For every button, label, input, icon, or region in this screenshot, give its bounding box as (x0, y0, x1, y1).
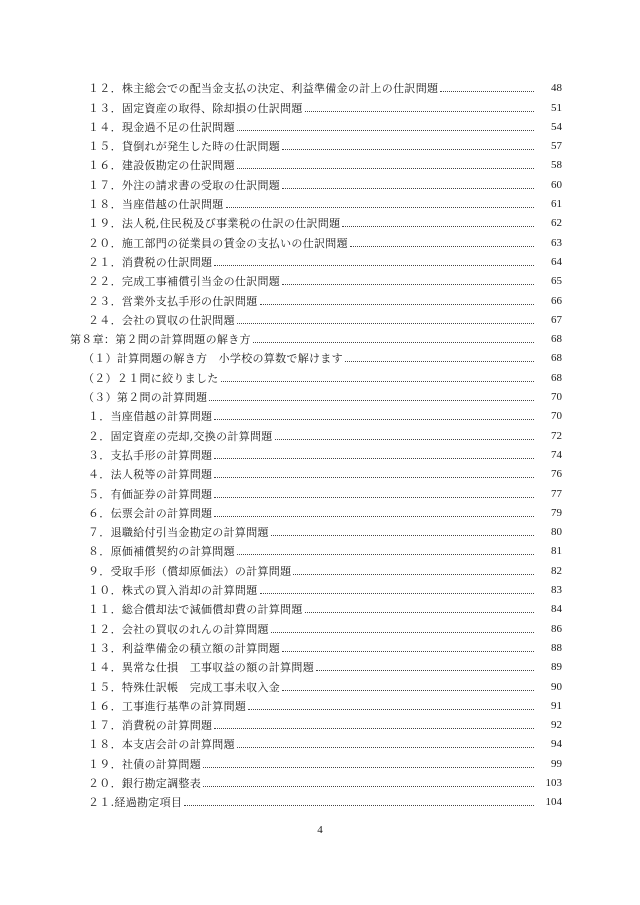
toc-entry-title: ２１.経過勘定項目 (88, 796, 183, 810)
toc-entry-title: ８．原価補償契約の計算問題 (88, 545, 235, 559)
toc-entry-page-number: 77 (551, 487, 562, 500)
dot-leader (214, 477, 534, 478)
toc-entry-title: １５．貸倒れが発生した時の仕訳問題 (88, 140, 281, 154)
toc-entry-page-number: 65 (551, 275, 562, 288)
page-number: 4 (317, 824, 323, 836)
dot-leader (214, 458, 534, 459)
toc-entry-title: １９．社債の計算問題 (88, 757, 201, 771)
dot-leader (440, 91, 534, 92)
toc-entry-title: １４．異常な仕損 工事収益の額の計算問題 (88, 661, 314, 675)
toc-entry-page-number: 67 (551, 313, 562, 326)
toc-entry-page-number: 51 (551, 101, 562, 114)
toc-entry-title: １２．株主総会での配当金支払の決定、利益準備金の計上の仕訳問題 (88, 82, 439, 96)
dot-leader (282, 149, 534, 150)
toc-entry[interactable] (0, 404, 640, 423)
dot-leader (282, 651, 534, 652)
dot-leader (214, 516, 534, 517)
dot-leader (253, 342, 534, 343)
toc-entry[interactable] (0, 346, 640, 365)
toc-entry-page-number: 70 (551, 391, 562, 404)
dot-leader (214, 265, 534, 266)
toc-entry[interactable] (0, 211, 640, 230)
toc-entry-page-number: 91 (551, 699, 562, 712)
dot-leader (203, 786, 534, 787)
toc-entry-page-number: 57 (551, 140, 562, 153)
toc-entry-title: （２）２１問に絞りました (83, 371, 219, 385)
toc-entry[interactable] (0, 423, 640, 442)
toc-entry[interactable] (0, 230, 640, 249)
toc-entry-title: （３）第２問の計算問題 (83, 391, 208, 405)
toc-entry[interactable] (0, 443, 640, 462)
toc-entry-page-number: 64 (551, 255, 562, 268)
toc-entry-page-number: 82 (551, 564, 562, 577)
toc-entry[interactable] (0, 539, 640, 558)
dot-leader (282, 690, 534, 691)
toc-entry-page-number: 94 (551, 738, 562, 751)
toc-entry-page-number: 62 (551, 217, 562, 230)
toc-entry[interactable] (0, 269, 640, 288)
toc-entry-page-number: 104 (545, 796, 562, 809)
toc-entry[interactable] (0, 578, 640, 597)
dot-leader (203, 767, 534, 768)
toc-entry-title: （１）計算問題の解き方 小学校の算数で解けます (83, 352, 343, 366)
toc-entry-title: １４．現金過不足の仕訳問題 (88, 120, 235, 134)
dot-leader (305, 111, 534, 112)
dot-leader (209, 400, 534, 401)
toc-entry[interactable] (0, 597, 640, 616)
dot-leader (237, 747, 534, 748)
toc-entry-title: ３．支払手形の計算問題 (88, 448, 213, 462)
dot-leader (305, 612, 534, 613)
toc-entry-page-number: 60 (551, 178, 562, 191)
dot-leader (260, 593, 535, 594)
dot-leader (275, 439, 534, 440)
toc-entry-page-number: 68 (551, 352, 562, 365)
toc-entry[interactable] (0, 674, 640, 693)
toc-entry-title: １７．外注の請求書の受取の仕訳問題 (88, 178, 281, 192)
toc-entry-page-number: 58 (551, 159, 562, 172)
toc-entry[interactable] (0, 172, 640, 191)
toc-entry-title: ２０．銀行勘定調整表 (88, 776, 201, 790)
toc-entry-page-number: 76 (551, 468, 562, 481)
toc-entry[interactable] (0, 616, 640, 635)
toc-entry-page-number: 70 (551, 410, 562, 423)
toc-entry-page-number: 80 (551, 526, 562, 539)
toc-entry-page-number: 61 (551, 198, 562, 211)
dot-leader (293, 574, 534, 575)
toc-entry-page-number: 86 (551, 622, 562, 635)
dot-leader (282, 188, 534, 189)
toc-entry-page-number: 66 (551, 294, 562, 307)
dot-leader (271, 535, 534, 536)
dot-leader (214, 419, 534, 420)
dot-leader (282, 284, 534, 285)
toc-entry[interactable] (0, 558, 640, 577)
toc-entry[interactable] (0, 751, 640, 770)
dot-leader (214, 497, 534, 498)
table-of-contents (0, 76, 640, 809)
toc-entry[interactable] (0, 115, 640, 134)
toc-entry-page-number: 90 (551, 680, 562, 693)
toc-entry-page-number: 103 (545, 776, 562, 789)
toc-entry-title: ２４．会社の買収の仕訳問題 (88, 313, 235, 327)
toc-entry[interactable] (0, 732, 640, 751)
toc-entry-title: ４．法人税等の計算問題 (88, 468, 213, 482)
toc-entry-title: ２０．施工部門の従業員の賃金の支払いの仕訳問題 (88, 236, 348, 250)
toc-entry-page-number: 72 (551, 429, 562, 442)
toc-entry-title: ９．受取手形（償却原価法）の計算問題 (88, 564, 292, 578)
toc-entry-title: １７．消費税の計算問題 (88, 719, 213, 733)
toc-entry[interactable] (0, 481, 640, 500)
dot-leader (214, 728, 534, 729)
dot-leader (237, 130, 534, 131)
toc-entry[interactable] (0, 636, 640, 655)
toc-entry-page-number: 99 (551, 757, 562, 770)
dot-leader (221, 381, 534, 382)
toc-entry-title: ２２．完成工事補償引当金の仕訳問題 (88, 275, 281, 289)
toc-entry-title: ２．固定資産の売却,交換の計算問題 (88, 429, 273, 443)
toc-entry[interactable] (0, 365, 640, 384)
toc-entry-title: １８．本支店会計の計算問題 (88, 738, 235, 752)
toc-entry-title: 第８章：第２問の計算問題の解き方 (70, 333, 251, 347)
toc-entry-page-number: 79 (551, 506, 562, 519)
toc-entry-title: ２１．消費税の仕訳問題 (88, 255, 213, 269)
toc-entry[interactable] (0, 192, 640, 211)
toc-entry-page-number: 54 (551, 120, 562, 133)
toc-entry[interactable] (0, 501, 640, 520)
toc-entry-page-number: 48 (551, 82, 562, 95)
toc-entry-title: １６．工事進行基準の計算問題 (88, 699, 247, 713)
toc-entry-page-number: 68 (551, 333, 562, 346)
toc-entry-page-number: 92 (551, 719, 562, 732)
toc-entry-page-number: 63 (551, 236, 562, 249)
toc-entry-page-number: 83 (551, 584, 562, 597)
toc-entry[interactable] (0, 694, 640, 713)
toc-entry-title: １３．固定資産の取得、除却損の仕訳問題 (88, 101, 303, 115)
dot-leader (237, 554, 534, 555)
toc-entry[interactable] (0, 327, 640, 346)
toc-entry[interactable] (0, 520, 640, 539)
dot-leader (237, 323, 534, 324)
toc-entry-title: １５．特殊仕訳帳 完成工事未収入金 (88, 680, 281, 694)
toc-entry-page-number: 74 (551, 448, 562, 461)
toc-entry[interactable] (0, 790, 640, 809)
dot-leader (260, 304, 535, 305)
toc-entry-title: ２３．営業外支払手形の仕訳問題 (88, 294, 258, 308)
toc-entry[interactable] (0, 250, 640, 269)
toc-entry-title: ６．伝票会計の計算問題 (88, 506, 213, 520)
toc-entry-title: １３．利益準備金の積立額の計算問題 (88, 641, 281, 655)
toc-entry-page-number: 81 (551, 545, 562, 558)
dot-leader (226, 207, 534, 208)
dot-leader (345, 361, 534, 362)
toc-entry[interactable] (0, 385, 640, 404)
toc-entry-title: １９．法人税,住民税及び事業税の仕訳の仕訳問題 (88, 217, 341, 231)
dot-leader (316, 670, 534, 671)
toc-entry[interactable] (0, 76, 640, 95)
toc-entry[interactable] (0, 713, 640, 732)
dot-leader (184, 805, 534, 806)
toc-entry-title: １１．総合償却法で減価償却費の計算問題 (88, 603, 303, 617)
toc-entry[interactable] (0, 153, 640, 172)
toc-entry-title: １．当座借越の計算問題 (88, 410, 213, 424)
toc-entry[interactable] (0, 655, 640, 674)
toc-entry[interactable] (0, 134, 640, 153)
dot-leader (237, 168, 534, 169)
toc-entry-title: １２．会社の買収のれんの計算問題 (88, 622, 269, 636)
dot-leader (342, 226, 534, 227)
toc-entry-page-number: 84 (551, 603, 562, 616)
toc-entry-title: ５．有価証券の計算問題 (88, 487, 213, 501)
toc-entry-page-number: 88 (551, 641, 562, 654)
dot-leader (248, 709, 534, 710)
toc-entry[interactable] (0, 771, 640, 790)
toc-entry-title: ７．退職給付引当金勘定の計算問題 (88, 526, 269, 540)
toc-entry-page-number: 68 (551, 371, 562, 384)
toc-entry-title: １６．建設仮勘定の仕訳問題 (88, 159, 235, 173)
dot-leader (271, 632, 534, 633)
toc-entry[interactable] (0, 308, 640, 327)
toc-entry[interactable] (0, 95, 640, 114)
toc-entry[interactable] (0, 288, 640, 307)
toc-entry-title: １０．株式の買入消却の計算問題 (88, 584, 258, 598)
toc-entry[interactable] (0, 462, 640, 481)
toc-entry-page-number: 89 (551, 661, 562, 674)
dot-leader (350, 246, 534, 247)
toc-entry-title: １８．当座借越の仕訳問題 (88, 198, 224, 212)
